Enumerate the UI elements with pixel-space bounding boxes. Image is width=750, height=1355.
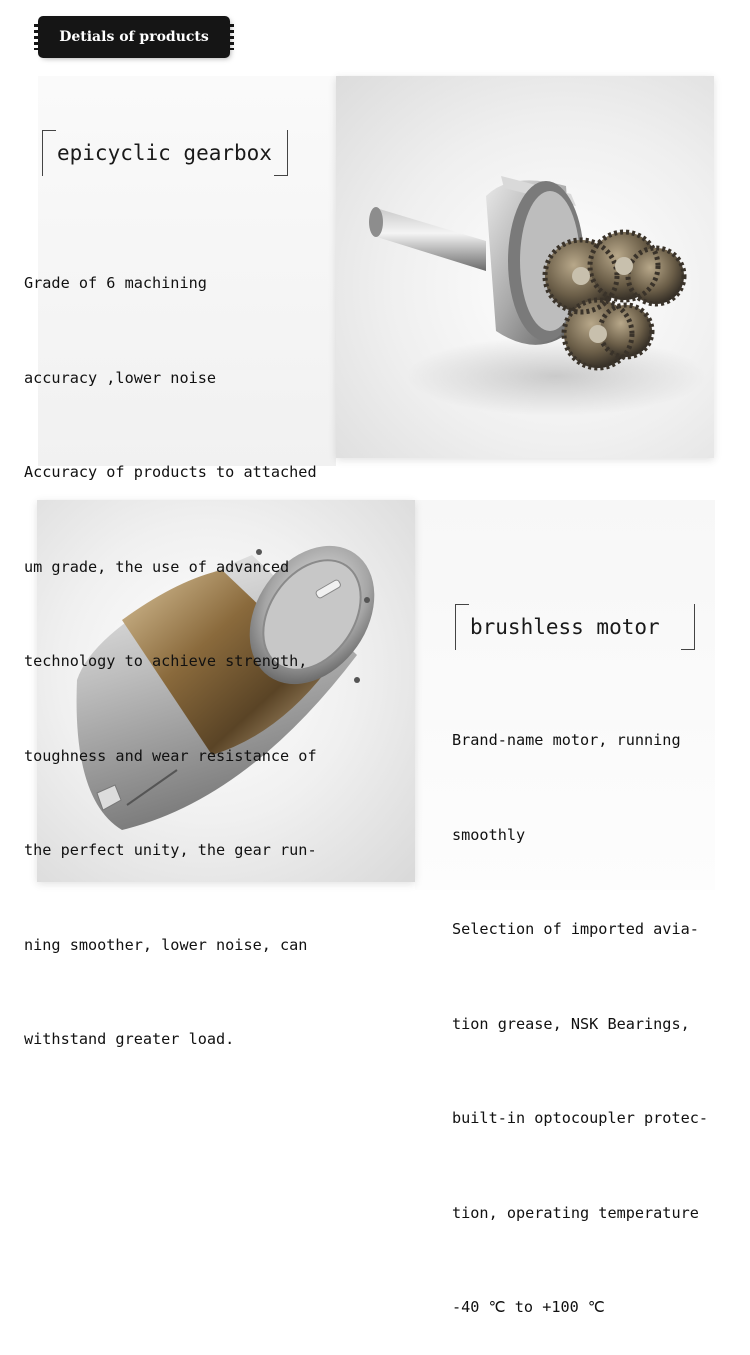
description-line: withstand greater load.: [24, 1030, 235, 1048]
description-line: Grade of 6 machining: [24, 274, 207, 292]
description-line: toughness and wear resistance of: [24, 746, 317, 765]
gearbox-description: [24, 205, 334, 1087]
motor-description: [452, 662, 742, 1355]
description-line: Selection of imported avia-: [452, 920, 699, 938]
section-tag: Detials of products: [40, 18, 228, 56]
section-title-gearbox: epicyclic gearbox: [42, 130, 288, 176]
tag-decoration-left: [34, 24, 38, 50]
description-line: the perfect unity, the gear run-: [24, 841, 317, 859]
description-line: Accuracy of products to attached: [24, 463, 317, 481]
description-line: Brand-name motor, running: [452, 731, 681, 749]
description-line: um grade, the use of advanced: [24, 557, 290, 576]
description-line: technology to achieve strength,: [24, 652, 308, 670]
description-line: -40 ℃ to +100 ℃: [452, 1298, 605, 1316]
description-line: tion, operating temperature: [452, 1203, 699, 1222]
tag-decoration-right: [230, 24, 234, 50]
description-line: accuracy ,lower noise: [24, 368, 217, 387]
gearbox-image: [336, 76, 714, 458]
section-title-motor: brushless motor: [455, 604, 695, 650]
description-line: built-in optocoupler protec-: [452, 1109, 709, 1127]
description-line: tion grease, NSK Bearings,: [452, 1014, 690, 1033]
description-line: ning smoother, lower noise, can: [24, 935, 308, 954]
description-line: smoothly: [452, 825, 526, 844]
